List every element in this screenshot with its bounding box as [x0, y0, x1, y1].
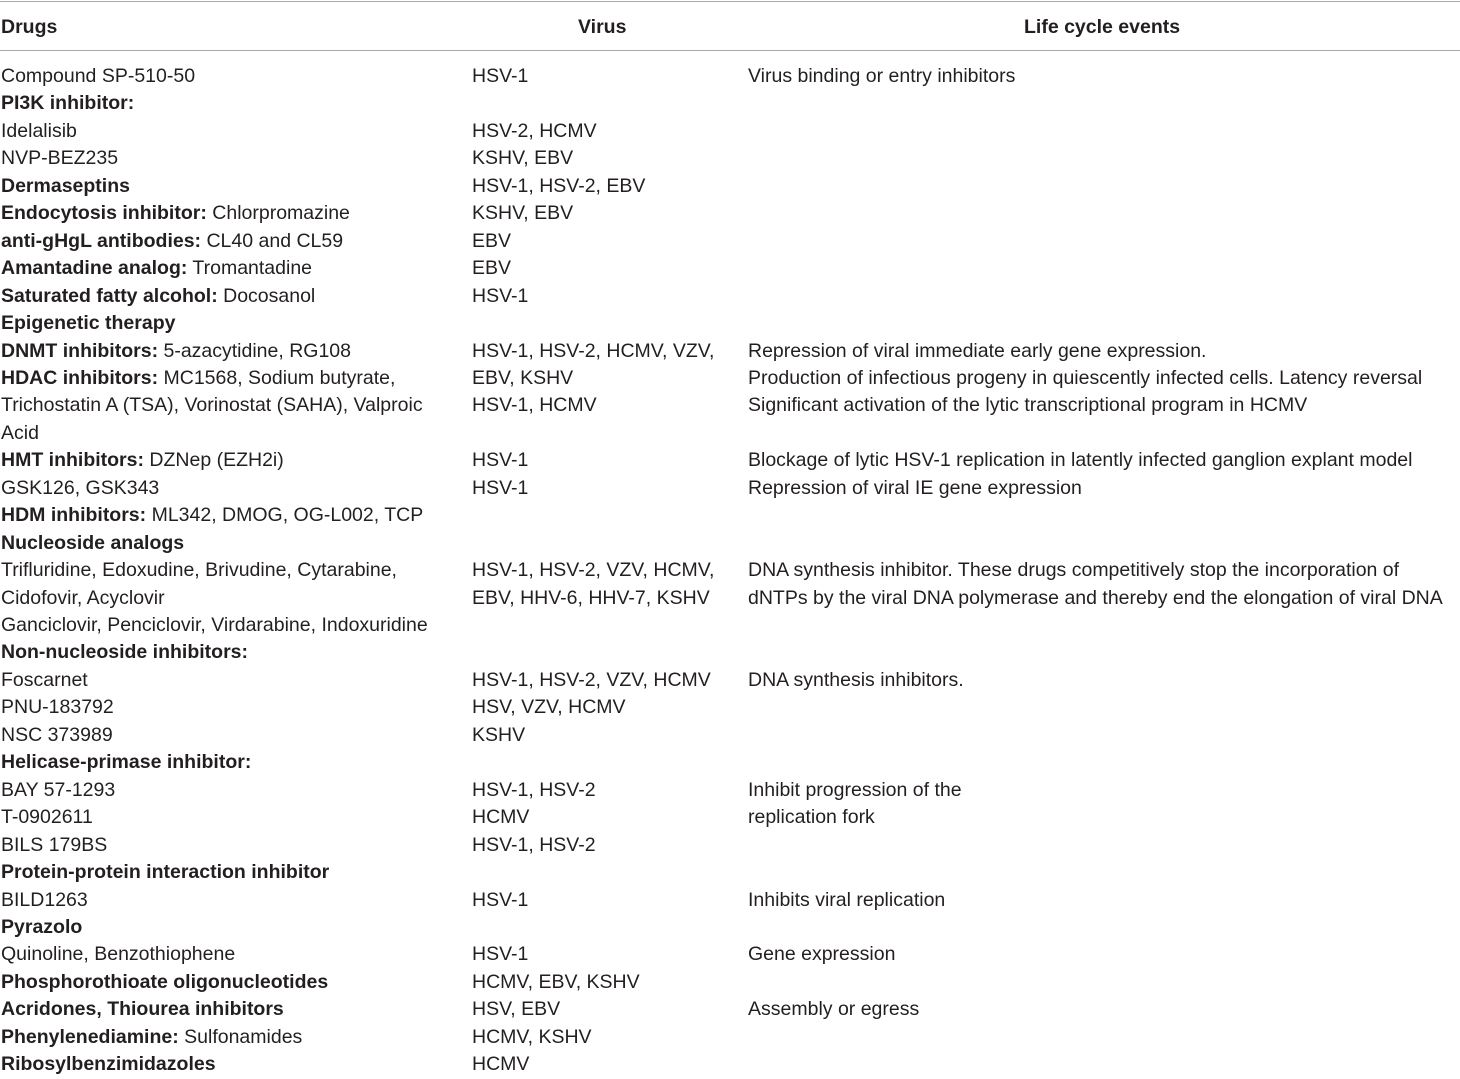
drug-category: Ribosylbenzimidazoles: [1, 1053, 216, 1076]
drug-name: Compound SP-510-50: [1, 65, 196, 87]
drug-name: Cidofovir, Acyclovir: [1, 586, 165, 609]
drug-cell: [1, 639, 248, 666]
drug-name: ML342, DMOG, OG-L002, TCP: [146, 504, 424, 527]
table-row: [0, 996, 1460, 1023]
drug-name: Foscarnet: [1, 668, 88, 691]
drug-category: Dermaseptins: [1, 174, 130, 197]
table-row: [0, 228, 1460, 255]
drug-category: HMT inhibitors:: [1, 449, 144, 472]
drug-cell: [1, 1051, 216, 1078]
table-row: [0, 722, 1460, 749]
virus-cell: EBV: [472, 229, 512, 252]
drug-cell: [1, 475, 159, 502]
drug-category: Non-nucleoside inhibitors:: [1, 641, 248, 664]
table-row: [0, 283, 1460, 310]
drug-cell: [1, 502, 423, 529]
table-row: [0, 365, 1460, 392]
drug-name: DZNep (EZH2i): [143, 449, 284, 472]
drug-cell: [1, 996, 284, 1023]
virus-cell: HSV-1: [472, 476, 529, 499]
table-row: [0, 1051, 1460, 1078]
drug-name: Tromantadine: [187, 257, 313, 280]
drug-category: Phosphorothioate oligonucleotides: [1, 970, 329, 993]
drug-cell: [1, 63, 195, 90]
drug-category: anti-gHgL antibodies:: [1, 229, 202, 252]
table-row: [0, 63, 1460, 90]
drug-cell: [1, 118, 77, 145]
drug-cell: [1, 392, 423, 419]
header-drugs: Drugs: [1, 16, 58, 38]
life-cycle-event-cell: Repression of viral immediate early gene expression.: [748, 339, 1207, 362]
table-row: [0, 969, 1460, 996]
drug-category: Nucleoside analogs: [1, 531, 185, 554]
table-row: [0, 914, 1460, 941]
drug-category: PI3K inhibitor:: [1, 92, 135, 115]
drug-cell: [1, 228, 343, 255]
drug-name: PNU-183792: [1, 696, 114, 719]
life-cycle-event-cell: Blockage of lytic HSV-1 replication in latently infected ganglion explant model: [748, 449, 1413, 472]
virus-cell: HSV-1: [472, 943, 529, 966]
drug-name: T-0902611: [1, 806, 93, 829]
table-row: [0, 392, 1460, 419]
drug-cell: [1, 1024, 302, 1051]
drug-cell: [1, 557, 397, 584]
drug-category: Endocytosis inhibitor:: [1, 202, 207, 225]
drug-name: Trifluridine, Edoxudine, Brivudine, Cytarabine,: [1, 559, 397, 582]
virus-cell: EBV, HHV-6, HHV-7, KSHV: [472, 586, 710, 609]
header-rule: [0, 50, 1460, 51]
table-row: [0, 145, 1460, 172]
drug-cell: [1, 145, 118, 172]
table-row: [0, 639, 1460, 666]
table-row: [0, 118, 1460, 145]
virus-cell: HCMV, EBV, KSHV: [472, 970, 640, 993]
life-cycle-event-cell: replication fork: [748, 806, 875, 829]
drug-cell: [1, 90, 134, 117]
drug-cell: [1, 530, 184, 557]
life-cycle-event-cell: dNTPs by the viral DNA polymerase and thereby end the elongation of viral DNA: [748, 586, 1443, 609]
life-cycle-event-cell: Repression of viral IE gene expression: [748, 476, 1082, 499]
table-row: [0, 475, 1460, 502]
drug-name: Trichostatin A (TSA), Vorinostat (SAHA), Valproic: [1, 394, 423, 417]
table-row: [0, 694, 1460, 721]
virus-cell: HSV-1, HSV-2: [472, 833, 596, 856]
virus-cell: HSV-1, HCMV: [472, 394, 597, 417]
virus-cell: HSV-1, HSV-2, HCMV, VZV,: [472, 339, 715, 362]
drug-category: Epigenetic therapy: [1, 312, 176, 335]
table-top-rule: [0, 1, 1460, 2]
table-row: [0, 777, 1460, 804]
drug-cell: [1, 420, 39, 447]
drug-name: BILD1263: [1, 888, 88, 911]
table-row: [0, 557, 1460, 584]
virus-cell: HSV-1: [472, 65, 529, 87]
drug-name: BILS 179BS: [1, 833, 108, 856]
table-row: [0, 502, 1460, 529]
table-row: [0, 667, 1460, 694]
drug-category: Pyrazolo: [1, 915, 83, 938]
drug-name: Chlorpromazine: [206, 202, 350, 225]
table-row: [0, 832, 1460, 859]
drug-category: Acridones, Thiourea inhibitors: [1, 998, 284, 1021]
drug-cell: [1, 694, 114, 721]
table-row: [0, 941, 1460, 968]
table-row: [0, 447, 1460, 474]
table-row: [0, 749, 1460, 776]
virus-cell: KSHV, EBV: [472, 202, 574, 225]
drug-name: CL40 and CL59: [201, 229, 344, 252]
life-cycle-event-cell: Inhibit progression of the: [748, 778, 962, 801]
drug-name: BAY 57-1293: [1, 778, 116, 801]
virus-cell: HSV, VZV, HCMV: [472, 696, 626, 719]
drug-cell: [1, 859, 329, 886]
drug-cell: [1, 941, 235, 968]
table-row: [0, 200, 1460, 227]
table-row: [0, 310, 1460, 337]
table-row: [0, 420, 1460, 447]
virus-cell: HSV-1, HSV-2, EBV: [472, 174, 646, 197]
drug-cell: [1, 338, 351, 365]
virus-cell: HSV, EBV: [472, 998, 561, 1021]
table-row: [0, 530, 1460, 557]
drug-category: Protein-protein interaction inhibitor: [1, 861, 330, 884]
virus-cell: HSV-1, HSV-2, VZV, HCMV,: [472, 559, 715, 582]
drug-cell: [1, 969, 328, 996]
life-cycle-event-cell: DNA synthesis inhibitor. These drugs competitively stop the incorporation of: [748, 559, 1400, 582]
drug-cell: [1, 283, 315, 310]
drug-cell: [1, 255, 312, 282]
life-cycle-event-cell: Production of infectious progeny in quiescently infected cells. Latency reversal: [748, 366, 1423, 389]
drug-cell: [1, 173, 130, 200]
drug-cell: [1, 722, 113, 749]
life-cycle-event-cell: Virus binding or entry inhibitors: [748, 65, 1016, 87]
life-cycle-event-cell: Assembly or egress: [748, 998, 920, 1021]
header-virus: Virus: [578, 16, 627, 38]
drug-name: 5-azacytidine, RG108: [158, 339, 351, 362]
table-row: [0, 887, 1460, 914]
drug-name: Quinoline, Benzothiophene: [1, 943, 236, 966]
virus-cell: HSV-1: [472, 449, 529, 472]
drug-category: DNMT inhibitors:: [1, 339, 159, 362]
drug-cell: [1, 310, 175, 337]
life-cycle-event-cell: Gene expression: [748, 943, 896, 966]
drug-category: HDAC inhibitors:: [1, 366, 159, 389]
table-row: [0, 804, 1460, 831]
drug-name: Docosanol: [217, 284, 316, 307]
drug-cell: [1, 667, 88, 694]
drug-category: Amantadine analog:: [1, 257, 188, 280]
drug-cell: [1, 777, 115, 804]
virus-cell: HSV-1: [472, 888, 529, 911]
header-life-cycle-events: Life cycle events: [1024, 16, 1181, 38]
drug-category: Phenylenediamine:: [1, 1025, 179, 1048]
life-cycle-event-cell: DNA synthesis inhibitors.: [748, 668, 964, 691]
drug-cell: [1, 749, 251, 776]
table-row: [0, 255, 1460, 282]
virus-cell: EBV, KSHV: [472, 366, 574, 389]
life-cycle-event-cell: Inhibits viral replication: [748, 888, 946, 911]
table-row: [0, 338, 1460, 365]
drug-cell: [1, 612, 428, 639]
virus-cell: HSV-1: [472, 284, 529, 307]
drug-name: GSK126, GSK343: [1, 476, 160, 499]
virus-cell: HCMV: [472, 1053, 530, 1076]
table-row: [0, 859, 1460, 886]
table-row: [0, 173, 1460, 200]
virus-cell: HCMV: [472, 806, 530, 829]
table-row: [0, 1024, 1460, 1051]
table-row: [0, 612, 1460, 639]
drug-name: NSC 373989: [1, 723, 113, 746]
drug-name: Sulfonamides: [178, 1025, 303, 1048]
drug-cell: [1, 447, 284, 474]
drug-name: MC1568, Sodium butyrate,: [158, 366, 396, 389]
table-row: [0, 585, 1460, 612]
drug-cell: [1, 365, 395, 392]
drug-cell: [1, 804, 93, 831]
virus-cell: HCMV, KSHV: [472, 1025, 592, 1048]
drug-cell: [1, 914, 82, 941]
drug-category: Saturated fatty alcohol:: [1, 284, 218, 307]
life-cycle-event-cell: Significant activation of the lytic transcriptional program in HCMV: [748, 394, 1308, 417]
drug-cell: [1, 585, 165, 612]
drug-category: HDM inhibitors:: [1, 504, 147, 527]
drug-name: NVP-BEZ235: [1, 147, 119, 170]
drug-cell: [1, 200, 350, 227]
virus-cell: KSHV: [472, 723, 526, 746]
drug-name: Idelalisib: [1, 119, 77, 142]
virus-cell: HSV-2, HCMV: [472, 119, 597, 142]
drug-cell: [1, 832, 107, 859]
drug-name: Acid: [1, 421, 39, 444]
drug-cell: [1, 887, 88, 914]
virus-cell: EBV: [472, 257, 512, 280]
drug-name: Ganciclovir, Penciclovir, Virdarabine, Indoxuridine: [1, 614, 428, 636]
virus-cell: HSV-1, HSV-2: [472, 778, 596, 801]
table-row: [0, 90, 1460, 117]
virus-cell: HSV-1, HSV-2, VZV, HCMV: [472, 668, 711, 691]
drug-category: Helicase-primase inhibitor:: [1, 751, 252, 774]
virus-cell: KSHV, EBV: [472, 147, 574, 170]
